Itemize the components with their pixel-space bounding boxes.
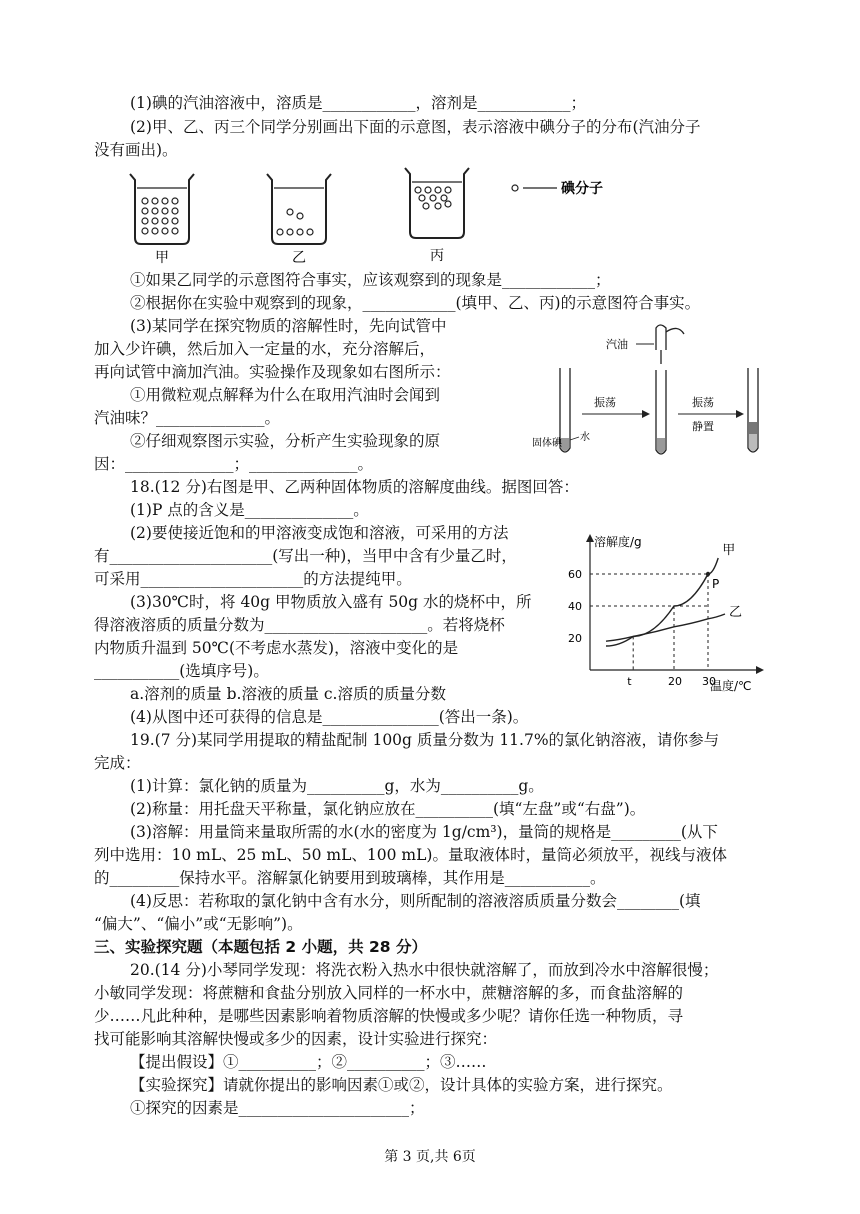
- text-line: (1)P 点的含义是______________。: [130, 501, 369, 519]
- x-axis-label: 温度/℃: [710, 679, 752, 692]
- page-footer: 第 3 页,共 6页: [384, 1149, 476, 1165]
- text-line: ①探究的因素是______________________；: [130, 1099, 425, 1117]
- series-line-jia: [606, 558, 718, 646]
- text-line: (4)反思：若称取的氯化钠中含有水分，则所配制的溶液溶质质量分数会________(填: [130, 892, 701, 910]
- text-line: (3)30℃时，将 40g 甲物质放入盛有 50g 水的烧杯中，所: [130, 593, 532, 611]
- text-line: ②根据你在实验中观察到的现象，____________(填甲、乙、丙)的示意图符合事实。: [130, 294, 701, 312]
- series-label: 甲: [722, 543, 736, 558]
- text-line: (1)计算：氯化钠的质量为__________g，水为__________g。: [130, 777, 544, 795]
- y-tick-label: 20: [568, 632, 582, 645]
- text-line: 18.(12 分)右图是甲、乙两种固体物质的溶解度曲线。据图回答：: [130, 478, 579, 496]
- text-line: 因：______________；______________。: [94, 455, 374, 473]
- beaker-figure: [125, 166, 645, 266]
- text-line: (4)从图中还可获得的信息是_______________(答出一条)。: [130, 708, 529, 726]
- y-tick-label: 40: [568, 600, 582, 613]
- text-line: 20.(14 分)小琴同学发现：将洗衣粉入热水中很快就溶解了，而放到冷水中溶解很慢；: [130, 961, 719, 979]
- text-line: 可采用_____________________的方法提纯甲。: [94, 570, 412, 588]
- legend-label: 碘分子: [561, 181, 603, 197]
- text-line: 【提出假设】①__________；②__________；③……: [130, 1053, 487, 1071]
- text-line: 汽油味？______________。: [94, 409, 281, 427]
- beaker-jia: [130, 174, 194, 266]
- y-axis-label: 溶解度/g: [594, 535, 642, 549]
- text-line: 列中选用：10 mL、25 mL、50 mL、100 mL)。量取液体时，量筒必须放平，视线与液体: [94, 846, 727, 864]
- beaker-label: 乙: [292, 250, 306, 266]
- x-tick-label: 30: [702, 675, 716, 688]
- text-line: 19.(7 分)某同学用提取的精盐配制 100g 质量分数为 11.7%的氯化钠溶液，请你参与: [130, 731, 720, 749]
- beaker-bing: [405, 168, 469, 264]
- molecule-legend: [512, 180, 603, 197]
- text-line: 的_________保持水平。溶解氯化钠要用到玻璃棒，其作用是___________。: [94, 869, 606, 887]
- text-line: 加入少许碘，然后加入一定量的水，充分溶解后，: [94, 340, 436, 358]
- test-tube-figure: [532, 320, 778, 466]
- text-line: (2)甲、乙、丙三个同学分别画出下面的示意图，表示溶液中碘分子的分布(汽油分子: [130, 118, 701, 136]
- text-line: 少……凡此种种，是哪些因素影响着物质溶解的快慢或多少呢？请你任选一种物质，寻: [94, 1007, 684, 1025]
- text-line: 没有画出)。: [94, 141, 178, 159]
- text-line: (3)溶解：用量筒来量取所需的水(水的密度为 1g/cm³)，量筒的规格是_________(从下: [130, 823, 718, 841]
- text-line: ①如果乙同学的示意图符合事实，应该观察到的现象是____________；: [130, 271, 611, 289]
- text-line: 得溶液溶质的质量分数为_____________________。若将烧杯: [94, 616, 505, 634]
- y-tick-label: 60: [568, 568, 582, 581]
- text-line: (3)某同学在探究物质的溶解性时，先向试管中: [130, 317, 447, 335]
- point-p-label: P: [712, 577, 720, 591]
- label-water: 水: [580, 432, 590, 443]
- point-p: [706, 572, 710, 576]
- label-stand: 静置: [692, 420, 714, 433]
- text-line: a.溶剂的质量 b.溶液的质量 c.溶质的质量分数: [130, 685, 446, 703]
- series-label: 乙: [729, 605, 743, 620]
- text-line: (2)称量：用托盘天平称量，氯化钠应放在__________(填“左盘”或“右盘”)。: [130, 800, 646, 818]
- text-line: 内物质升温到 50℃(不考虑水蒸发)，溶液中变化的是: [94, 639, 459, 657]
- y-axis-arrow: [586, 534, 594, 542]
- section-heading: 三、实验探究题（本题包括 2 小题，共 28 分）: [94, 938, 427, 956]
- x-axis-arrow: [756, 666, 764, 674]
- label-solid-iodine: 固体碘: [532, 438, 562, 449]
- text-line: (1)碘的汽油溶液中，溶质是____________，溶剂是____________；: [130, 94, 586, 112]
- label-shake-2: 振荡: [692, 396, 714, 409]
- text-line: 找可能影响其溶解快慢或多少的因素，设计实验进行探究：: [94, 1030, 498, 1048]
- text-line: 【实验探究】请就你提出的影响因素①或②，设计具体的实验方案，进行探究。: [130, 1076, 673, 1094]
- solubility-chart: [560, 530, 770, 692]
- text-line: ②仔细观察图示实验，分析产生实验现象的原: [130, 432, 441, 450]
- label-shake-1: 振荡: [594, 396, 616, 409]
- beaker-yi: [267, 174, 331, 266]
- beaker-label: 甲: [155, 250, 169, 266]
- label-gasoline: 汽油: [606, 338, 628, 351]
- text-line: 再向试管中滴加汽油。实验操作及现象如右图所示：: [94, 363, 451, 381]
- beaker-label: 丙: [430, 248, 444, 264]
- dropper-icon: [656, 325, 684, 364]
- text-line: 完成：: [94, 754, 141, 772]
- text-line: ①用微粒观点解释为什么在取用汽油时会闻到: [130, 386, 441, 404]
- text-line: 有_____________________(写出一种)，当甲中含有少量乙时，: [94, 547, 517, 565]
- text-line: “偏大”、“偏小”或“无影响”)。: [94, 915, 303, 933]
- x-tick-label: 20: [668, 675, 682, 688]
- text-line: (2)要使接近饱和的甲溶液变成饱和溶液，可采用的方法: [130, 524, 509, 542]
- text-line: 小敏同学发现：将蔗糖和食盐分别放入同样的一杯水中，蔗糖溶解的多，而食盐溶解的: [94, 984, 684, 1002]
- text-line: ___________(选填序号)。: [94, 662, 269, 680]
- x-tick-label: t: [627, 675, 632, 688]
